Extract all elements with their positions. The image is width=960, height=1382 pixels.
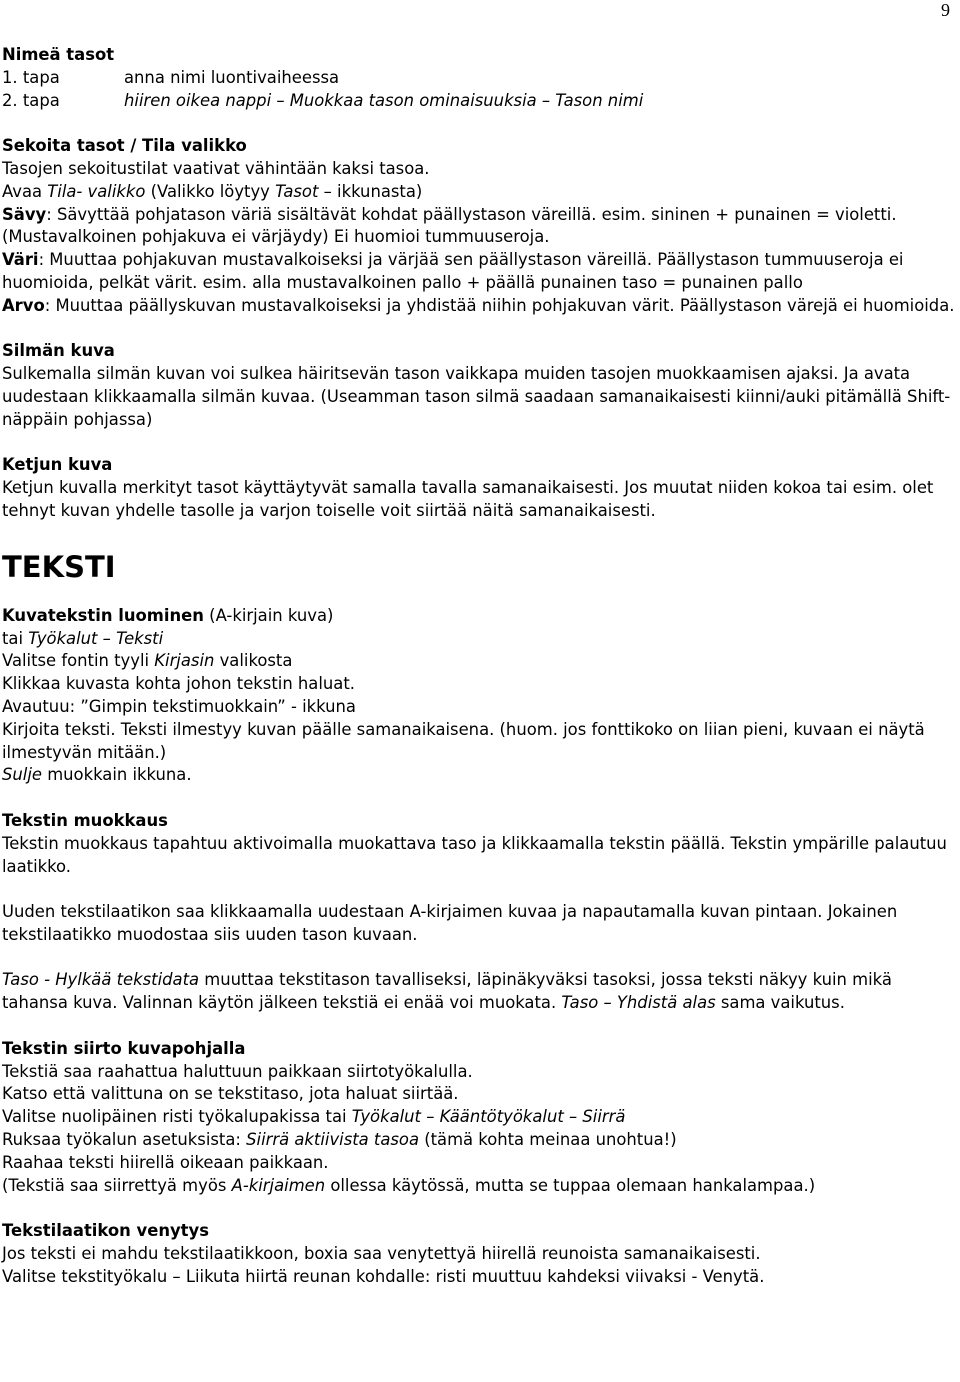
move-line-3: Valitse nuolipäinen risti työkalupakissa tai Työkalut – Kääntötyökalut – Siirrä (2, 1107, 626, 1127)
heading-chain-icon: Ketjun kuva (2, 455, 113, 475)
method-text-2 (124, 90, 643, 113)
heading-create-text: Kuvatekstin luominen (A-kirjain kuva) (2, 605, 334, 625)
create-line-2: Valitse fontin tyyli Kirjasin valikosta (2, 651, 293, 671)
move-line-2: Katso että valittuna on se tekstitaso, jota haluat siirtää. (2, 1084, 459, 1104)
create-line-1: tai Työkalut – Teksti (2, 628, 164, 648)
heading-eye-icon: Silmän kuva (2, 341, 115, 361)
method-label-1: 1. tapa (2, 67, 60, 87)
term-color: Väri (2, 250, 39, 270)
move-line-6: (Tekstiä saa siirrettyä myös A-kirjaimen ollessa käytössä, mutta se tuppaa olemaan hankalampaa.) (2, 1175, 816, 1195)
heading-name-layers: Nimeä tasot (2, 45, 115, 64)
document-body (2, 44, 958, 1289)
stretch-line-2: Valitse tekstityökalu – Liikuta hiirtä reunan kohdalle: risti muuttuu kahdeksi viivaksi - Venytä. (2, 1266, 765, 1286)
blend-line-1: Tasojen sekoitustilat vaativat vähintään kaksi tasoa. (2, 158, 430, 178)
create-line-4: Avautuu: ”Gimpin tekstimuokkain” - ikkuna (2, 696, 356, 716)
heading-edit-text: Tekstin muokkaus (2, 810, 168, 830)
heading-blend-layers: Sekoita tasot / Tila valikko (2, 136, 247, 156)
create-line-5: Kirjoita teksti. Teksti ilmestyy kuvan päälle samanaikaisena. (huom. jos fonttikoko on liian pieni, kuvaan ei näytä ilmestyvän mitään.) (2, 719, 925, 762)
method-row-2 (2, 90, 958, 113)
edit-paragraph-3: Taso - Hylkää tekstidata muuttaa tekstitason tavalliseksi, läpinäkyväksi tasoksi, jossa teksti näkyy kuin mikä tahansa kuva. Valinnan käytön jälkeen tekstiä ei enää voi muokata. Taso – Yhdistä alas sama vaikutus. (2, 970, 892, 1013)
chain-icon-paragraph: Ketjun kuvalla merkityt tasot käyttäytyvät samalla tavalla samanaikaisesti. Jos muutat niiden kokoa tai esim. olet tehnyt kuvan yhdelle tasolle ja varjon toiselle voit siirtää näitä samanaikaisesti. (2, 478, 934, 520)
heading-move-text: Tekstin siirto kuvapohjalla (2, 1038, 246, 1058)
eye-icon-paragraph: Sulkemalla silmän kuvan voi sulkea häiritsevän tason vaikkapa muiden tasojen muokkaamisen ajaksi. Ja avata uudestaan klikkaamalla silmän kuvaa. (Useamman tason silmä saadaan samanaikaisesti kiinni/auki pitämällä Shift-näppäin pohjassa) (2, 364, 951, 429)
create-line-6: Sulje muokkain ikkuna. (2, 765, 192, 785)
blend-hue-paragraph: Sävy: Sävyttää pohjatason väriä sisältävät kohdat päällystason väreillä. esim. sininen + punainen = violetti. (Mustavalkoinen pohjakuva ei värjäydy) Ei huomioi tummuuseroja. (2, 204, 897, 247)
blend-color-paragraph: Väri: Muuttaa pohjakuvan mustavalkoiseksi ja värjää sen päällystason väreillä. Päällystason tummuuseroja ei huomioida, pelkät värit. esim. alla mustavalkoinen pallo + päällä punainen taso = punainen pallo (2, 250, 904, 292)
create-line-3: Klikkaa kuvasta kohta johon tekstin haluat. (2, 674, 355, 694)
blend-value-paragraph: Arvo: Muuttaa päällyskuvan mustavalkoiseksi ja yhdistää niihin pohjakuvan värit. Päällystason värejä ei huomioida. (2, 295, 955, 315)
method-row-1 (2, 67, 958, 90)
page-number: 9 (941, 0, 950, 20)
method-text-1: anna nimi luontivaiheessa (124, 67, 340, 87)
edit-paragraph-2: Uuden tekstilaatikon saa klikkaamalla uudestaan A-kirjaimen kuvaa ja napautamalla kuvan pintaan. Jokainen tekstilaatikko muodostaa siis uuden tason kuvaan. (2, 902, 898, 944)
move-line-4: Ruksaa työkalun asetuksista: Siirrä aktiivista tasoa (tämä kohta meinaa unohtua!) (2, 1130, 677, 1150)
term-hue: Sävy (2, 204, 47, 224)
stretch-line-1: Jos teksti ei mahdu tekstilaatikkoon, boxia saa venytettyä hiirellä reunoista samanaikaisesti. (2, 1244, 761, 1264)
page-title: TEKSTI (2, 549, 116, 584)
heading-stretch-textbox: Tekstilaatikon venytys (2, 1221, 209, 1241)
move-line-1: Tekstiä saa raahattua haluttuun paikkaan siirtotyökalulla. (2, 1061, 473, 1081)
blend-line-2: Avaa Tila- valikko (Valikko löytyy Tasot – ikkunasta) (2, 181, 423, 201)
edit-paragraph-1: Tekstin muokkaus tapahtuu aktivoimalla muokattava taso ja klikkaamalla tekstin päällä. Tekstin ympärille palautuu laatikko. (2, 833, 947, 876)
move-line-5: Raahaa teksti hiirellä oikeaan paikkaan. (2, 1152, 329, 1172)
method-text-2-italic: hiiren oikea nappi – Muokkaa tason ominaisuuksia – Tason nimi (124, 90, 644, 110)
method-label-2: 2. tapa (2, 90, 60, 110)
term-value: Arvo (2, 295, 45, 315)
